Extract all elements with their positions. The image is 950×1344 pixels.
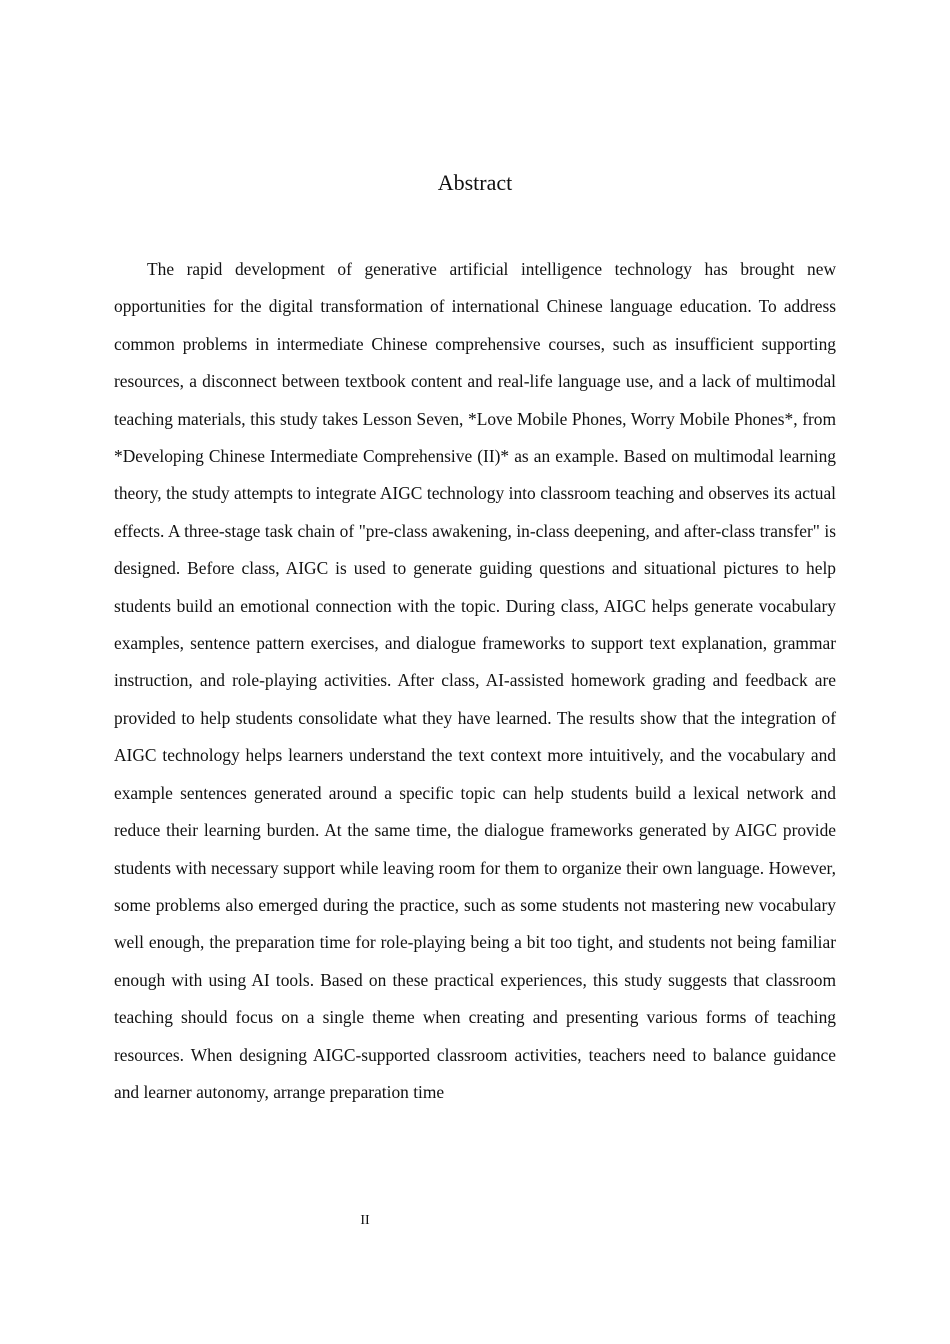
page-number: II [360, 1213, 370, 1228]
abstract-paragraph: The rapid development of generative artificial intelligence technology has brought new opportunities for the digital transformation of international Chinese language education. To address common problems in intermediate Chinese comprehensive courses, such as insufficient supporting resources, a disconnect between textbook content and real-life language use, and a lack of multimodal teaching materials, this study takes Lesson Seven, *Love Mobile Phones, Worry Mobile Phones*, from *Developing Chinese Intermediate Comprehensive (II)* as an example. Based on multimodal learning theory, the study attempts to integrate AIGC technology into classroom teaching and observes its actual effects. A three-stage task chain of "pre-class awakening, in-class deepening, and after-class transfer" is designed. Before class, AIGC is used to generate guiding questions and situational pictures to help students build an emotional connection with the topic. During class, AIGC helps generate vocabulary examples, sentence pattern exercises, and dialogue frameworks to support text explanation, grammar instruction, and role-playing activities. After class, AI-assisted homework grading and feedback are provided to help students consolidate what they have learned. The results show that the integration of AIGC technology helps learners understand the text context more intuitively, and the vocabulary and example sentences generated around a specific topic can help students build a lexical network and reduce their learning burden. At the same time, the dialogue frameworks generated by AIGC provide students with necessary support while leaving room for them to organize their own language. However, some problems also emerged during the practice, such as some students not mastering new vocabulary well enough, the preparation time for role-playing being a bit too tight, and students not being familiar enough with using AI tools. Based on these practical experiences, this study suggests that classroom teaching should focus on a single theme when creating and presenting various forms of teaching resources. When designing AIGC-supported classroom activities, teachers need to balance guidance and learner autonomy, arrange preparation time [114, 259, 836, 1102]
abstract-title: Abstract [437, 170, 513, 195]
